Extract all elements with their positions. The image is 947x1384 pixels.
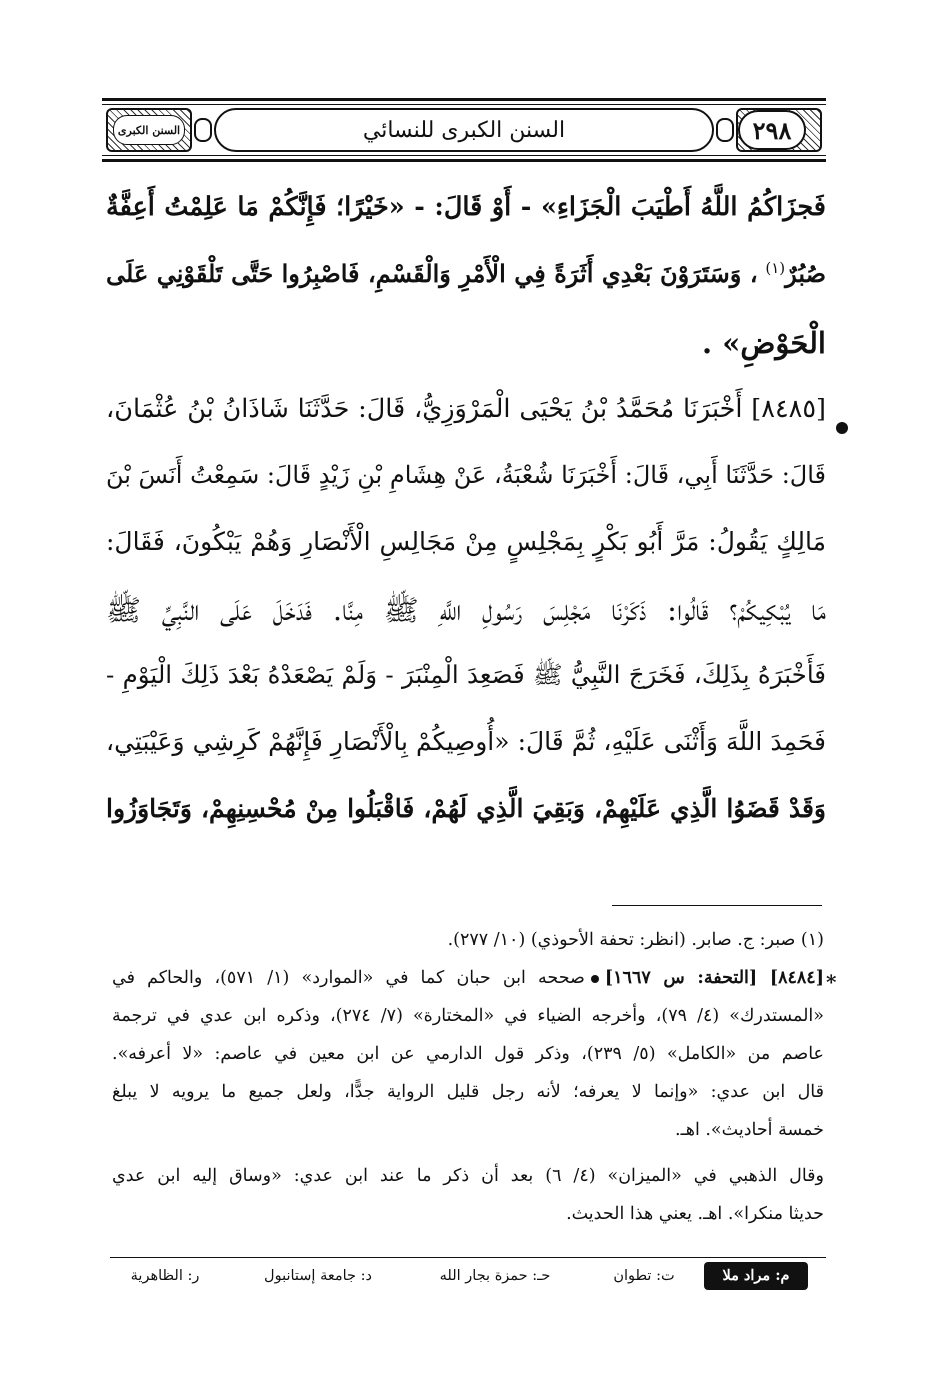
running-title xyxy=(214,108,714,152)
knot-ornament-left xyxy=(194,118,212,142)
apparatus-star: * xyxy=(826,970,837,994)
footnote-marker: (١) xyxy=(765,259,786,277)
header-rule-bottom-thin xyxy=(102,155,826,156)
bullet-dot xyxy=(591,975,599,983)
knot-ornament-right xyxy=(716,118,734,142)
siglum-d: د: جامعة إستانبول xyxy=(264,1268,372,1284)
siglum-m: م: مراد ملا xyxy=(704,1262,808,1290)
apparatus-line-6: وقال الذهبي في «الميزان» (٤/ ٦) بعد أن ذكر ما عند ابن عدي: «وساق إليه ابن عدي xyxy=(112,1166,824,1186)
hadith-8485-line-3: مَالِكٍ يَقُولُ: مَرَّ أَبُو بَكْرٍ بِمَجْلِسٍ مِنْ مَجَالِسِ الْأَنْصَارِ وَهُمْ يَبْكُونَ، فَقَالَ: xyxy=(106,527,826,556)
body-line-2 xyxy=(106,259,826,288)
header-rule-top xyxy=(102,98,826,101)
body-line-1: فَجزَاكُمُ اللَّهُ أَطْيَبَ الْجَزَاءِ» - أَوْ قَالَ: - «خَيْرًا؛ فَإِنَّكُمْ مَا عَلِمْتُ أَعِفَّةٌ xyxy=(106,192,826,222)
hadith-8485-line-5: فَأَخْبَرَهُ بِذَلِكَ، فَخَرَجَ النَّبِيُّ ﷺ فَصَعِدَ الْمِنْبَرَ - وَلَمْ يَصْعَدْهُ بَعْدَ ذَلِكَ الْيَوْمِ - xyxy=(106,660,826,689)
footnote-separator xyxy=(612,905,822,906)
footer-rule xyxy=(110,1257,826,1258)
hadith-8485-line-7: وَقَدْ قَضَوُا الَّذِي عَلَيْهِمْ، وَبَقِيَ الَّذِي لَهُمْ، فَاقْبَلُوا مِنْ مُحْسِنِهِمْ، وَتَجَاوَزُوا xyxy=(106,794,826,823)
hadith-8485-line-6: فَحَمِدَ اللَّهَ وَأَثْنَى عَلَيْهِ، ثُمَّ قَالَ: «أُوصِيكُمْ بِالْأَنْصَارِ فَإِنَّهُمْ كَرِشِي وَعَيْبَتِي، xyxy=(106,727,826,756)
hadith-8485-line-2: قَالَ: حَدَّثَنَا أَبِي، قَالَ: أَخْبَرَنَا شُعْبَةُ، عَنْ هِشَامِ بْنِ زَيْدٍ قَالَ: سَمِعْتُ أَنَسَ بْنَ xyxy=(105,461,826,489)
body-line-2-rest: ، وَسَتَرَوْنَ بَعْدِي أَثَرَةً فِي الْأَمْرِ وَالْقَسْمِ، فَاصْبِرُوا حَتَّى تَلْقَوْنِي عَلَى xyxy=(106,259,758,288)
footnote-1: (١) صبر: ج. صابر. (انظر: تحفة الأحوذي) (١٠/ ٢٧٧). xyxy=(447,930,824,950)
apparatus-line-1 xyxy=(112,968,824,988)
hadith-8485-line-1: [٨٤٨٥] أَخْبَرَنَا مُحَمَّدُ بْنُ يَحْيَى الْمَرْوَزِيُّ، قَالَ: حَدَّثَنَا شَاذَانُ بْنُ عُثْمَانَ، xyxy=(106,394,826,424)
page-number: ٢٩٨ xyxy=(738,110,806,150)
body-line-3: الْحَوْضِ» . xyxy=(702,326,826,360)
hadith-8485-line-4: مَا يُبْكِيكُمْ؟ قَالُوا: ذَكَرْنَا مَجْلِسَ رَسُولِ اللَّهِ ﷺ مِنَّا. فَدَخَلَ عَلَى النَّبِيِّ ﷺ xyxy=(106,593,826,627)
body-line-2-start: صُبُرٌ xyxy=(785,259,826,288)
apparatus-line-3: عاصم من «الكامل» (٥/ ٢٣٩)، وذكر قول الدارمي عن ابن معين في عاصم: «لا أعرفه». xyxy=(112,1044,824,1064)
apparatus-line-2: «المستدرك» (٤/ ٧٩)، وأخرجه الضياء في «المختارة» (٧/ ٢٧٤)، وذكره ابن عدي في ترجمة xyxy=(112,1006,824,1026)
book-emblem-ornament xyxy=(106,108,192,152)
siglum-r: ر: الظاهرية xyxy=(130,1268,200,1284)
apparatus-line-5: خمسة أحاديث». اهـ. xyxy=(675,1120,824,1140)
apparatus-line-1-text: صححه ابن حبان كما في «الموارد» (١/ ٥٧١)، والحاكم في xyxy=(112,968,585,988)
siglum-h: حـ: حمزة بجار الله xyxy=(439,1268,551,1284)
apparatus-line-4: قال ابن عدي: «وإنما لا يعرفه؛ لأنه رجل قليل الرواية جدًّا، ولعل جميع ما يرويه لا يبلغ xyxy=(112,1082,824,1102)
book-emblem-label: السنن الكبرى xyxy=(113,115,185,145)
apparatus-tag: [٨٤٨٤] [التحفة: س ١٦٦٧] xyxy=(604,968,824,988)
page-header xyxy=(102,98,826,162)
header-rule-top-thin xyxy=(102,104,826,105)
book-title: السنن الكبرى للنسائي xyxy=(362,117,566,143)
siglum-t: ت: تطوان xyxy=(613,1268,675,1284)
hadith-bullet xyxy=(836,422,848,434)
header-rule-bottom xyxy=(102,159,826,162)
apparatus-line-7: حديثا منكرا». اهـ. يعني هذا الحديث. xyxy=(566,1204,824,1224)
